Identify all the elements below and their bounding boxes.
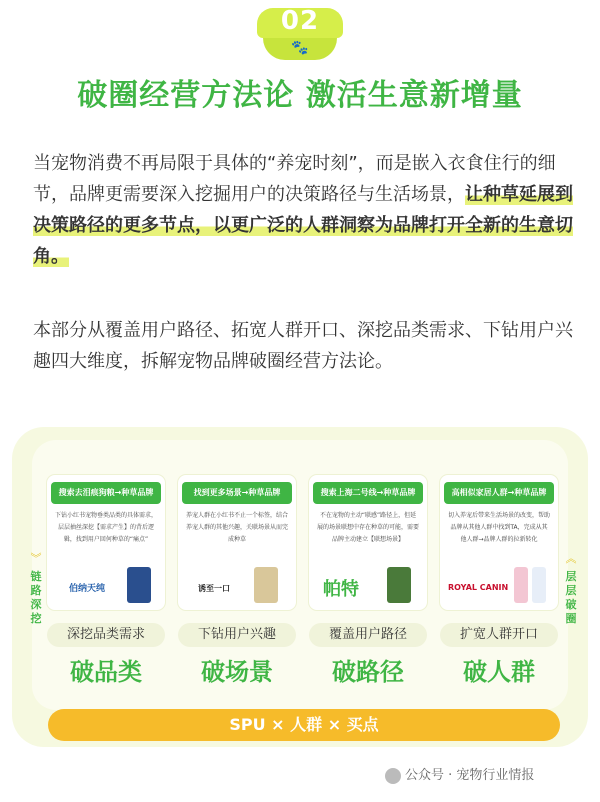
card-1-title: 破品类 (70, 658, 142, 686)
brand-logo: 诱至一口 (198, 584, 230, 593)
watermark-text: 公众号 · 宠物行业情报 (405, 768, 535, 783)
card-head: 找到更多场景→种草品牌 (182, 482, 292, 504)
section-number: 02 (280, 6, 320, 36)
wechat-icon (385, 768, 401, 784)
card-4 (440, 475, 558, 610)
watermark (385, 764, 585, 784)
card-2-subtitle: 下钻用户兴趣 (178, 623, 296, 647)
card-2 (178, 475, 296, 610)
paw-icon: 🐾 (291, 40, 309, 56)
product-bag-image (127, 567, 151, 603)
brand-logo: 帕特 (323, 579, 359, 600)
card-text: 不在宠物的主动“联感”路径上，但延展的场景联想中存在种草的可能，需要品牌主动建立【联想场景】 (317, 512, 420, 543)
card-1 (47, 475, 165, 610)
card-text: 下钻小红书宠物垂类品类的具体需求，层层抽丝深挖【需求产生】的背后逻辑，找到用户回何种草的“痛点” (55, 512, 158, 543)
right-side-label: 层层破圈 (565, 570, 577, 625)
formula-bar: SPU × 人群 × 买点 (48, 709, 560, 741)
chevron-down-icon: ︾ (30, 552, 42, 565)
product-box-image (532, 567, 546, 603)
card-head: 高相似家居人群→种草品牌 (444, 482, 554, 504)
product-box-image (514, 567, 528, 603)
card-head: 搜索去泪痕狗粮→种草品牌 (51, 482, 161, 504)
card-4-subtitle: 扩宽人群开口 (440, 623, 558, 647)
brand-logo: 伯纳天纯 (69, 584, 106, 594)
product-bag-image (387, 567, 411, 603)
card-1-subtitle: 深挖品类需求 (47, 623, 165, 647)
card-3-title: 破路径 (332, 658, 404, 686)
card-3-subtitle: 覆盖用户路径 (309, 623, 427, 647)
card-head: 搜索上海二号线→种草品牌 (313, 482, 423, 504)
intro-text: 当宠物消费不再局限于具体的“养宠时刻”，而是嵌入衣食住行的细节，品牌更需要深入挖掘用户的决策路径与生活场景， (33, 153, 556, 205)
card-2-title: 破场景 (201, 658, 273, 686)
left-side-label: 链路深挖 (30, 570, 42, 625)
brand-logo: ROYAL CANIN (448, 583, 509, 592)
card-text: 切入养宠后带来生活场景的改变，帮助品牌从其他人群中找到TA，完成从其他人群→品牌人群的拉新转化 (448, 512, 551, 543)
product-bag-image (254, 567, 278, 603)
intro-highlight: 让种草延展到决策路径的更多节点，以更广泛的人群洞察为品牌打开全新的生意切角。 (33, 184, 573, 267)
card-4-title: 破人群 (463, 658, 535, 686)
card-3 (309, 475, 427, 610)
card-text: 养宠人群在小红书不止一个标签，结合养宠人群的其他兴趣，关联场景从而完成种草 (186, 512, 289, 543)
section-number-badge (253, 0, 347, 70)
summary-paragraph: 本部分从覆盖用户路径、拓宽人群开口、深挖品类需求、下钻用户兴趣四大维度，拆解宠物品牌破圈经营方法论。 (33, 320, 573, 372)
section-title: 破圈经营方法论 激活生意新增量 (77, 78, 523, 113)
chevron-up-icon: ︽ (565, 552, 577, 565)
intro-paragraph (33, 148, 573, 272)
